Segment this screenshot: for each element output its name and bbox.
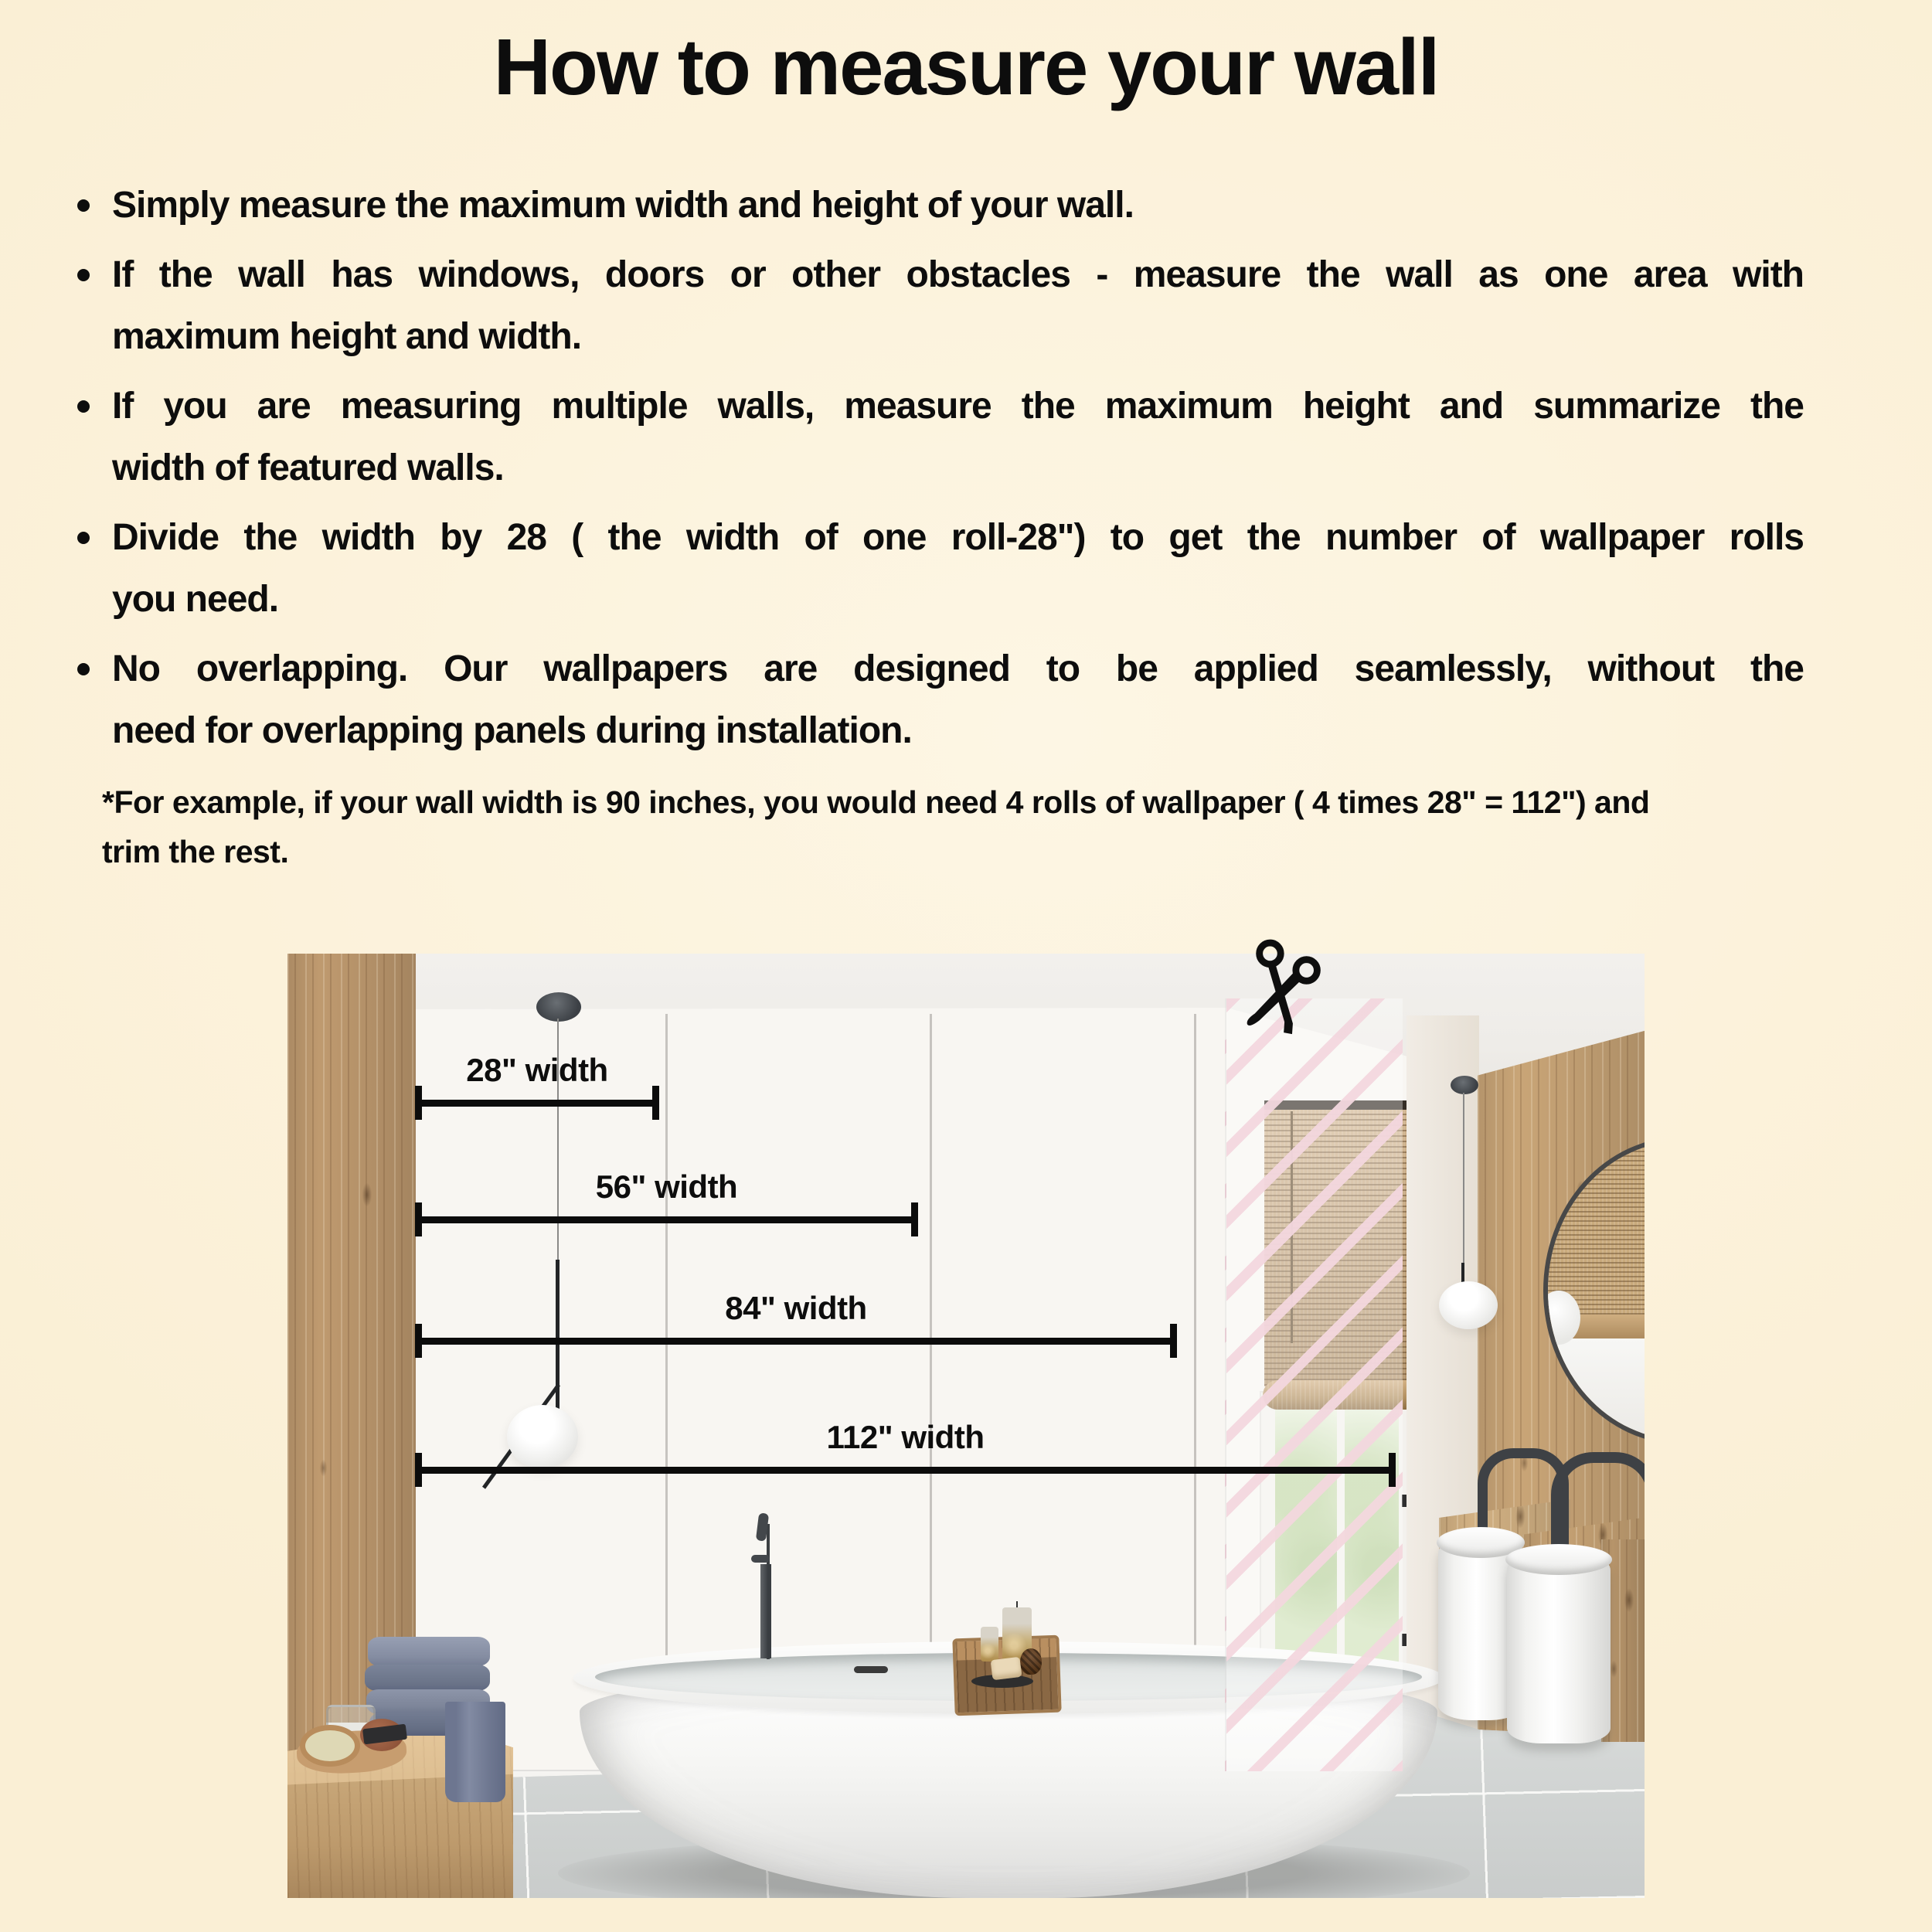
measure-cap <box>652 1086 659 1120</box>
instruction-list <box>68 175 1804 770</box>
tub-faucet <box>760 1564 771 1658</box>
instruction-text: Simply measure the maximum width and height of your wall. <box>112 185 1134 226</box>
soap-bar <box>991 1657 1022 1680</box>
page-title: How to measure your wall <box>493 22 1439 111</box>
pendant-mount <box>536 992 581 1022</box>
measure-cap <box>1170 1324 1177 1358</box>
instruction-text: If you are measuring multiple walls, measure the maximum height and summarize the <box>112 386 1804 427</box>
measure-arrow-28 <box>415 1052 659 1120</box>
instruction-text: maximum height and width. <box>112 316 582 357</box>
scissors-icon <box>1244 938 1335 1048</box>
measure-cap <box>415 1453 422 1487</box>
measure-arrow-112 <box>415 1419 1396 1487</box>
wall-mirror <box>1543 1137 1645 1444</box>
footnote-line: trim the rest. <box>102 834 289 869</box>
instruction-text: need for overlapping panels during installation. <box>112 710 912 751</box>
instruction-item <box>68 507 1804 631</box>
sink-basin <box>1505 1544 1612 1575</box>
pinecone <box>1020 1648 1042 1675</box>
mirror-reflection-light <box>1548 1338 1645 1440</box>
measure-cap <box>415 1324 422 1358</box>
instruction-text: width of featured walls. <box>112 447 504 488</box>
instruction-text: you need. <box>112 579 279 620</box>
measure-bar <box>415 1100 659 1107</box>
candle <box>981 1627 998 1662</box>
pedestal-sink <box>1507 1550 1611 1743</box>
measure-label: 56" width <box>595 1168 738 1205</box>
candle-wick <box>1016 1601 1018 1607</box>
tub-overflow <box>854 1666 888 1673</box>
folded-towel <box>365 1665 490 1691</box>
measure-arrow-56 <box>415 1168 918 1236</box>
example-footnote <box>102 777 1856 876</box>
instruction-item <box>68 244 1804 368</box>
measure-cap <box>415 1086 422 1120</box>
bath-brush <box>300 1725 360 1767</box>
bathroom-photo <box>287 954 1645 1898</box>
pendant-globe <box>1439 1281 1498 1329</box>
cut-region-stripes <box>1225 998 1403 1771</box>
instruction-text: No overlapping. Our wallpapers are designed to be applied seamlessly, without the <box>112 648 1804 689</box>
measure-bar <box>415 1338 1177 1345</box>
measure-label: 84" width <box>725 1290 867 1326</box>
hanging-towel <box>445 1702 505 1802</box>
instruction-text: If the wall has windows, doors or other obstacles - measure the wall as one area with <box>112 254 1804 295</box>
measure-cap <box>415 1202 422 1236</box>
measure-arrow-84 <box>415 1290 1177 1358</box>
footnote-line: *For example, if your wall width is 90 inches, you would need 4 rolls of wallpaper ( 4 times 28" = 112") and <box>102 784 1650 820</box>
folded-towel <box>368 1637 490 1666</box>
measure-label: 28" width <box>466 1052 608 1088</box>
photo-canvas <box>287 954 1645 1898</box>
instruction-item <box>68 175 1804 236</box>
pendant-cord <box>1463 1093 1464 1267</box>
instruction-text: Divide the width by 28 ( the width of one roll-28") to get the number of wallpaper rolls <box>112 517 1804 558</box>
instruction-item <box>68 638 1804 762</box>
measure-bar <box>415 1216 918 1223</box>
tub-spout <box>751 1555 770 1563</box>
measure-cap <box>911 1202 918 1236</box>
measure-cap <box>1389 1453 1396 1487</box>
instruction-item <box>68 376 1804 499</box>
pendant-mount <box>1451 1076 1478 1094</box>
measure-label: 112" width <box>826 1419 985 1455</box>
measure-bar <box>415 1467 1396 1474</box>
